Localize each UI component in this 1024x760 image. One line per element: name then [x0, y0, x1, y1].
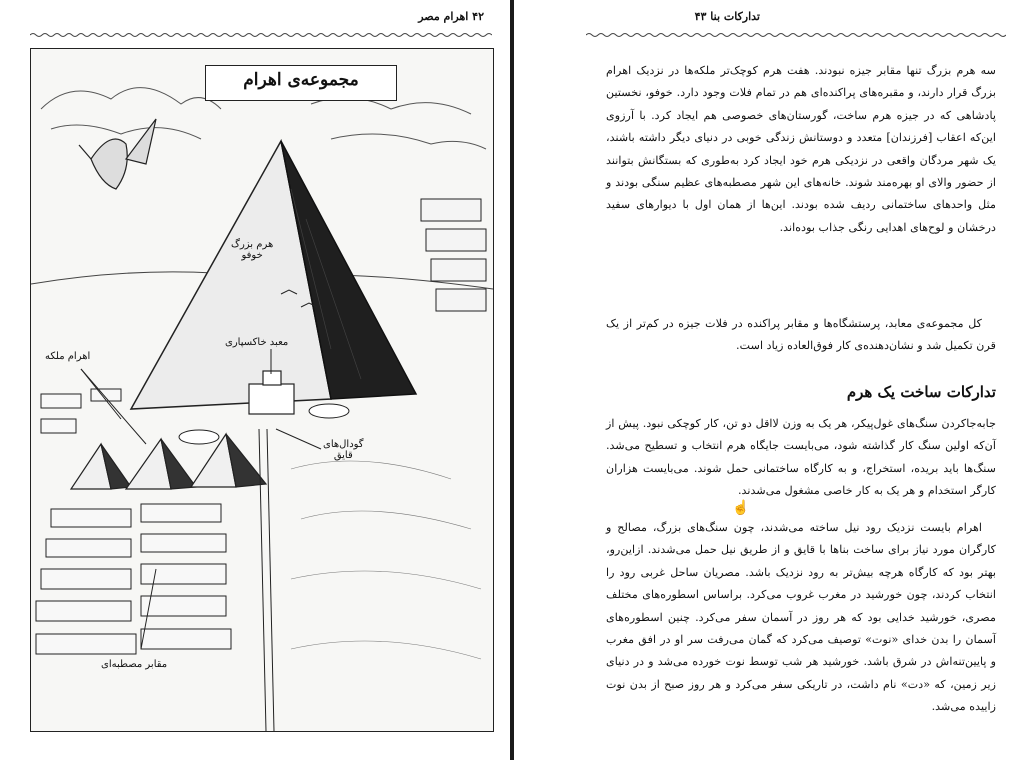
- label-queens-pyramids: اهرام ملکه: [45, 351, 91, 362]
- page-gutter: [510, 0, 514, 760]
- label-great-pyramid-text: هرم بزرگ خوفو: [231, 239, 274, 261]
- left-running-head: ۴۲ اهرام مصر: [418, 10, 484, 23]
- right-running-head: تدارکات بنا ۴۳: [694, 10, 760, 23]
- body-paragraph-3: جابه‌جاکردن سنگ‌های غول‌پیکر، هر یک به وزن لااقل دو تن، کار کوچکی نبود. پیش از آن‌که اولین سنگ کار گذاشته شود، می‌بایست جایگاه هرم انتخاب و تسطیح می‌شد. سنگ‌ها باید بریده، استخراج، و به کارگاه ساختمانی حمل شوند. می‌بایست هزاران کارگر استخدام و هر یک به کار خاصی مشغول می‌شدند.: [606, 417, 996, 498]
- section-heading: تدارکات ساخت یک هرم: [846, 383, 996, 401]
- body-paragraph-4: اهرام بایست نزدیک رود نیل ساخته می‌شدند، چون سنگ‌های بزرگ، مصالح و کارگران مورد نیاز برای ساخت بناها با قایق و از طریق نیل حمل می‌شدند. ازاین‌رو، بهتر بود که کارگاه هرچه بیش‌تر به رود نزدیک باشد. مصریان ساحل غربی رود را انتخاب کردند، چون خورشید در مغرب غروب می‌کرد. براساس اسطوره‌های مختلف مصری، خورشید خدایی بود که هر روز در آسمان سفر می‌کرد. چنین اسطوره‌های آسمان را بدن خدای «نوت» توصیف می‌کرد که گمان می‌رفت سر او در افق مغرب و پایین‌تنه‌اش در شرق باشد. خورشید هر شب توسط نوت خورده می‌شد و در دنیای زیر زمین، که «دت» نام داشت، در تاریکی سفر می‌کرد و هر روز صبح از بدن نوت زاییده می‌شد.: [606, 521, 996, 714]
- label-great-pyramid: [231, 239, 273, 261]
- label-valley-temple: معبد خاکسپاری: [225, 337, 289, 348]
- right-page: [516, 0, 1024, 760]
- label-boat-pits: گودال‌های قایق: [323, 439, 364, 461]
- body-paragraph-1: سه هرم بزرگ تنها مقابر جیزه نبودند. هفت هرم کوچک‌تر ملکه‌ها در نزدیک اهرام بزرگ قرار دارند، و مقبره‌های پراکنده‌ای هم در تمام فلات وجود دارد. خوفو، نخستین پادشاهی که در جیزه هرم ساخت، گورستان‌های خصوصی هم ایجاد کرد. با آرزوی این‌که اعقاب [فرزندان] متعدد و دوستانش زندگی خوبی در دنیای دیگر داشته باشند، یک شهر مردگان واقعی در نزدیکی هرم خود ایجاد کرد به‌طوری که بستگانش بتوانند از حضور والای او بهره‌مند شوند. خانه‌های این شهر مصطبه‌های عظیم سنگی بودند و مثل واحدهای ساختمانی ردیف شده بودند. این‌ها از همان اول با دیوارهای سفید درخشان و لوح‌های اهدایی رنگی جذاب بوده‌اند.: [606, 64, 996, 234]
- left-header-rule: [30, 32, 492, 38]
- figure-title: مجموعه‌ی اهرام: [243, 70, 359, 90]
- right-header-rule: [586, 32, 1006, 38]
- figure-title-box: [205, 65, 397, 101]
- label-mastabas: مقابر مصطبه‌ای: [101, 659, 168, 670]
- body-paragraph-2: کل مجموعه‌ی معابد، پرستشگاه‌ها و مقابر پراکنده در فلات جیزه در کم‌تر از یک قرن تکمیل شد و نشان‌دهنده‌ی کار فوق‌العاده زیاد است.: [606, 317, 996, 353]
- hand-cursor-icon: ☝: [732, 500, 750, 516]
- pyramid-complex-illustration: [30, 48, 494, 732]
